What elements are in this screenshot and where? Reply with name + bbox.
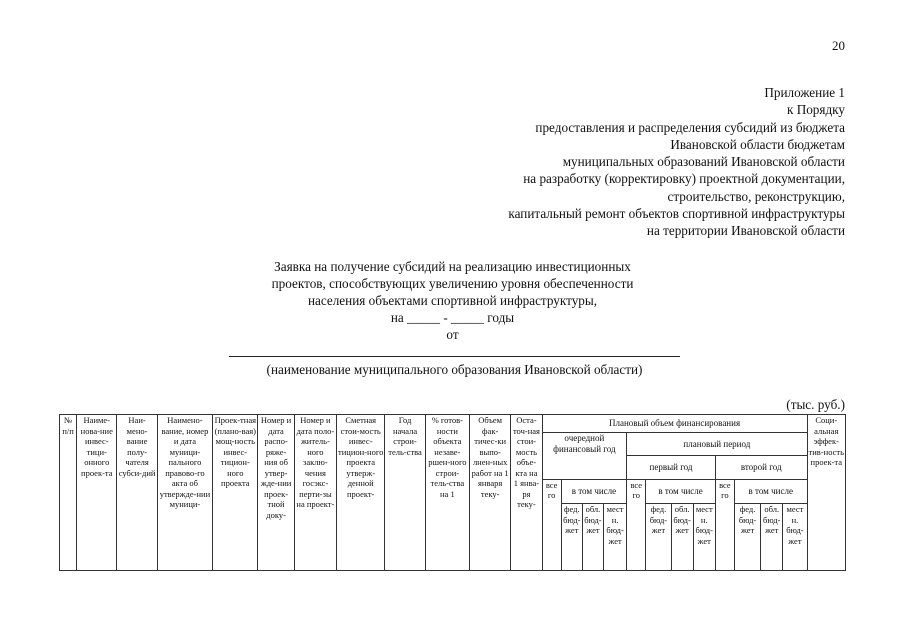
header-total: все го (542, 479, 561, 571)
header-number: № п/п (60, 415, 77, 571)
organization-caption: (наименование муниципального образования Ивановской области) (266, 362, 643, 377)
appendix-line: Приложение 1 (764, 85, 845, 100)
title-line: от (446, 327, 459, 342)
header-total: все го (715, 479, 734, 571)
header-including: в том числе (561, 479, 626, 504)
header-capacity: Проек-тная (плано-вая) мощ-ность инвес-тицион-ного проекта (213, 415, 258, 571)
header-expertise: Номер и дата поло-житель-ного заклю-чения госэкс-перти-зы на проект- (294, 415, 336, 571)
page-number: 20 (832, 38, 845, 53)
title-line: Заявка на получение субсидий на реализацию инвестиционных (274, 259, 631, 274)
header-second-year: второй год (715, 455, 807, 479)
header-social-efficiency: Соци-альная эффек-тив-ность проек-та (807, 415, 845, 571)
application-table (59, 414, 846, 571)
header-total: все го (627, 479, 646, 571)
header-first-year: первый год (627, 455, 716, 479)
header-local-budget: мест н. бюд-жет (783, 504, 807, 571)
header-start-year: Год начала строи-тель-ства (385, 415, 425, 571)
appendix-line: капитальный ремонт объектов спортивной инфраструктуры (508, 206, 845, 222)
appendix-line: предоставления и распределения субсидий из бюджета (535, 119, 845, 135)
title-line: проектов, способствующих увеличению уровня обеспеченности (271, 276, 634, 291)
header-reg-budget: обл. бюд-жет (582, 504, 603, 571)
header-planned-financing: Плановый объем финансирования (542, 415, 807, 433)
appendix-line: на территории Ивановской области (646, 223, 845, 239)
header-next-year: очередной финансовый год (542, 433, 627, 480)
units-label: (тыс. руб.) (786, 397, 845, 412)
appendix-header (508, 84, 845, 240)
header-approval-order: Номер и дата распо-ряже-ния об утвер-жде-нии проек-тной доку- (258, 415, 294, 571)
appendix-line: муниципальных образований Ивановской области (562, 154, 845, 170)
header-reg-budget: обл. бюд-жет (761, 504, 783, 571)
header-local-budget: мест н. бюд-жет (693, 504, 715, 571)
header-fed-budget: фед. бюд-жет (646, 504, 671, 571)
header-work-volume: Объем фак-тичес-ки выпо-лнен-ных работ на 1 января теку- (470, 415, 511, 571)
header-fed-budget: фед. бюд-жет (734, 504, 760, 571)
header-legal-act: Наимено-вание, номер и дата муници-пального правово-го акта об утвержде-нии муници- (157, 415, 212, 571)
title-line: на _____ - _____ годы (390, 310, 515, 325)
appendix-line: к Порядку (786, 102, 845, 118)
header-recipient: Наи-мено-вание полу-чателя субси-дий (117, 415, 157, 571)
document-title (200, 258, 705, 343)
header-readiness: % готов-ности объекта незаве-ршен-ного строи-тель-ства на 1 (425, 415, 469, 571)
appendix-line: Ивановской области бюджетам (670, 136, 845, 152)
title-line: населения объектами спортивной инфраструктуры, (307, 293, 598, 308)
header-planning-period: плановый период (627, 433, 807, 456)
appendix-line: на разработку (корректировку) проектной документации, (523, 171, 845, 187)
header-estimate: Сметная стои-мость инвес-тицион-ного проекта утверж-денной проект- (337, 415, 385, 571)
header-project-name: Наиме-нова-ние инвес-тици-онного проек-та (77, 415, 117, 571)
header-including: в том числе (646, 479, 716, 504)
organization-blank-line (229, 356, 680, 357)
header-local-budget: мест н. бюд-жет (604, 504, 627, 571)
header-including: в том числе (734, 479, 807, 504)
header-remaining-cost: Оста-точ-ная стои-мость объе-кта на 1 янва-ря теку- (511, 415, 542, 571)
appendix-line: строительство, реконструкцию, (667, 188, 845, 204)
header-fed-budget: фед. бюд-жет (561, 504, 582, 571)
header-reg-budget: обл. бюд-жет (671, 504, 693, 571)
